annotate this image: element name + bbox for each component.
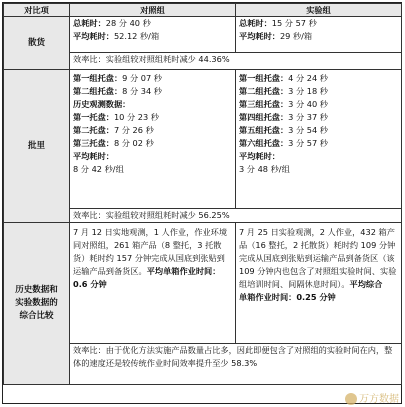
- pili-experiment: [236, 70, 402, 209]
- pili-control-item-label: 平均耗时：: [73, 151, 114, 161]
- pili-experiment-item-value: 3 分 18 秒: [288, 86, 328, 96]
- pili-experiment-item-label: 第三组托盘：: [239, 99, 289, 109]
- pili-control-item-value: 10 分 23 秒: [113, 112, 159, 122]
- history-experiment-bold2: 单箱作业时间：0.25 分钟: [239, 292, 336, 302]
- pili-control-item-value: 8 分 02 秒: [113, 138, 154, 148]
- history-label-line3: 综合比较: [19, 311, 54, 321]
- pili-control-item-value: 7 分 26 秒: [113, 125, 154, 135]
- pili-experiment-item: [239, 85, 398, 98]
- sanhuo-exp-avg-label: 平均耗时：: [239, 31, 280, 41]
- pili-control-item-value: 8 分 34 秒: [122, 86, 162, 96]
- pili-experiment-item-value: 3 分 54 秒: [288, 125, 328, 135]
- pili-control-item-label: 第三托盘：: [73, 138, 114, 148]
- pili-experiment-item-label: 第四组托盘：: [239, 112, 289, 122]
- pili-control-item: [73, 72, 232, 85]
- sanhuo-control-avg-label: 平均耗时：: [73, 31, 114, 41]
- pili-control-item: [73, 137, 232, 150]
- sanhuo-efficiency: 效率比：实验组较对照组耗时减少 44.36%: [70, 53, 402, 70]
- pili-control-item-label: 第一组托盘：: [73, 73, 123, 83]
- history-efficiency: 效率比：由于优化方法实施产品数量占比多，因此即便包含了对照组的实验时间在内，整体的速度还是较传统作业时间效率提升至少 58.3%: [70, 344, 402, 385]
- pili-experiment-item: [239, 163, 398, 176]
- history-control-bold: 平均单箱作业时间：0.6 分钟: [73, 266, 221, 289]
- comparison-table: [3, 3, 402, 385]
- pili-control-item-label: 第一托盘：: [73, 112, 114, 122]
- pili-control-item: [73, 98, 232, 111]
- watermark-text: 万方数据: [359, 394, 399, 405]
- pili-control-item-label: 第二组托盘：: [73, 86, 123, 96]
- pili-control-item: [73, 85, 232, 98]
- history-experiment-text: 7 月 25 日实验观测，2 人作业，432 箱产品（16 整托，2 托散货）耗时约 109 分钟完成从国底到张贴到运输产品到备货区（该 109 分钟内也包含了对照组实验时间、实验组培训时间、间隔休息时间）。: [239, 227, 397, 289]
- pili-control-item-label: 第二托盘：: [73, 125, 114, 135]
- pili-control: [70, 70, 236, 209]
- pili-experiment-item-value: 3 分 57 秒: [288, 138, 328, 148]
- header-control: 对照组: [70, 4, 236, 17]
- sanhuo-exp-total-value: 15 分 57 秒: [271, 18, 317, 28]
- history-experiment: [236, 223, 402, 344]
- pili-experiment-item-label: 第六组托盘：: [239, 138, 289, 148]
- header-experiment: 实验组: [236, 4, 402, 17]
- pili-experiment-item-label: 第一组托盘：: [239, 73, 289, 83]
- pili-experiment-item: [239, 72, 398, 85]
- pili-experiment-item-label: 第二组托盘：: [239, 86, 289, 96]
- pili-control-item: [73, 150, 232, 163]
- sanhuo-label: 散货: [4, 17, 70, 70]
- pili-label: 批里: [4, 70, 70, 223]
- pili-experiment-item-value: 4 分 24 秒: [288, 73, 328, 83]
- pili-control-item-value: 9 分 07 秒: [122, 73, 162, 83]
- sanhuo-control-avg-value: 52.12 秒/箱: [113, 31, 160, 41]
- watermark-logo-icon: [345, 393, 357, 405]
- history-control: [70, 223, 236, 344]
- sanhuo-exp-total-label: 总耗时：: [239, 18, 272, 28]
- watermark: [345, 390, 399, 405]
- history-control-text: 7 月 12 日实地观测，1 人作业，作业环境同对照组，261 箱产品（8 整托，3 托散货）耗时约 157 分钟完成从国底到张贴到运输产品到备货区。: [73, 227, 228, 276]
- history-label-line2: 实验数据的: [15, 298, 58, 308]
- pili-control-item: [73, 124, 232, 137]
- pili-experiment-item: [239, 124, 398, 137]
- table-header-row: [4, 4, 402, 17]
- pili-efficiency: 效率比：实验组较对照组耗时减少 56.25%: [70, 209, 402, 223]
- history-label-line1: 历史数据和: [15, 285, 58, 295]
- pili-experiment-item-value: 3 分 40 秒: [288, 99, 328, 109]
- pili-experiment-item-value: 3 分 48 秒/组: [239, 164, 290, 174]
- pili-experiment-item: [239, 137, 398, 150]
- pili-experiment-item-label: 第五组托盘：: [239, 125, 289, 135]
- comparison-table-frame: [2, 2, 402, 404]
- pili-experiment-item-label: 平均耗时：: [239, 151, 280, 161]
- history-experiment-bold1: 平均综合: [349, 279, 383, 289]
- history-row: [4, 223, 402, 344]
- header-item: 对比项: [4, 4, 70, 17]
- pili-control-item: [73, 163, 232, 176]
- sanhuo-row: [4, 17, 402, 53]
- history-label: [4, 223, 70, 385]
- pili-experiment-item: [239, 150, 398, 163]
- pili-experiment-item: [239, 111, 398, 124]
- pili-experiment-item: [239, 98, 398, 111]
- sanhuo-control-total-value: 28 分 40 秒: [105, 18, 151, 28]
- pili-experiment-list: [239, 72, 398, 176]
- sanhuo-exp-avg-value: 29 秒/箱: [279, 31, 313, 41]
- pili-control-list: [73, 72, 232, 176]
- pili-control-item: [73, 111, 232, 124]
- sanhuo-control: [70, 17, 236, 53]
- sanhuo-experiment: [236, 17, 402, 53]
- sanhuo-control-total-label: 总耗时：: [73, 18, 106, 28]
- pili-experiment-item-value: 3 分 37 秒: [288, 112, 328, 122]
- pili-control-item-value: 8 分 42 秒/组: [73, 164, 124, 174]
- pili-row: [4, 70, 402, 209]
- pili-control-item-label: 历史观测数据：: [73, 99, 131, 109]
